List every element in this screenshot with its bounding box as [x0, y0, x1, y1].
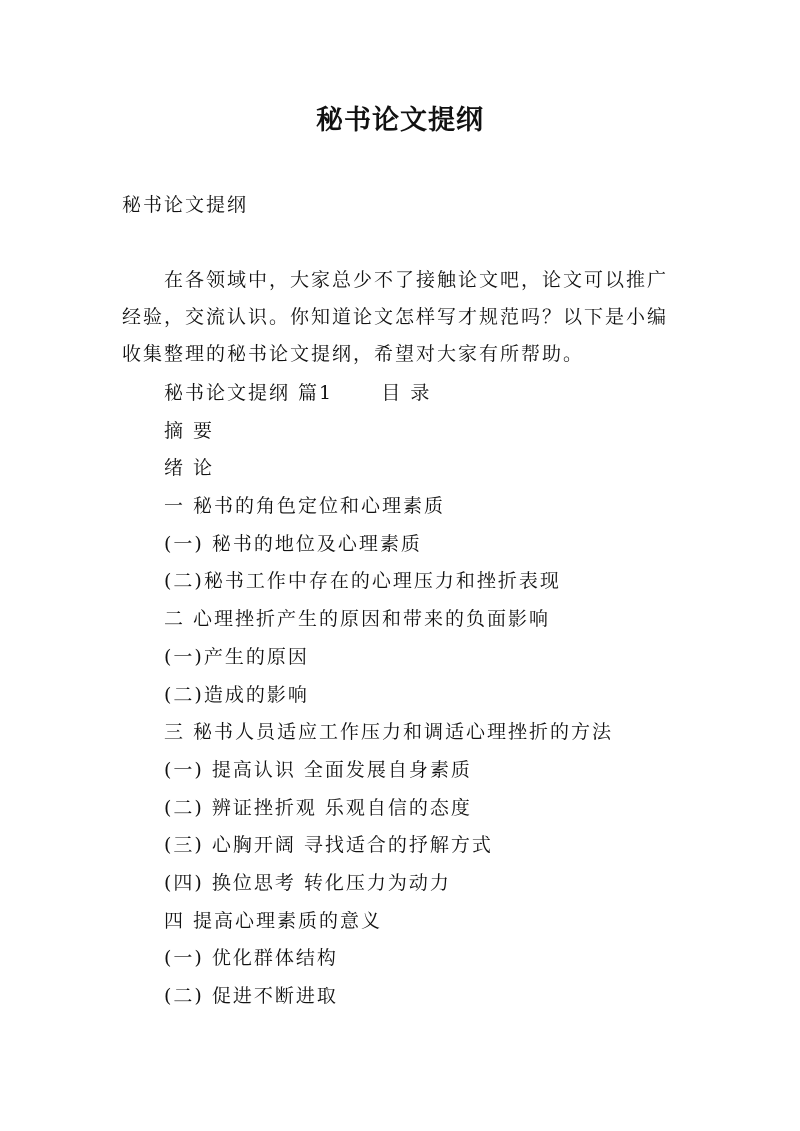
toc-subsection: (四) 换位思考 转化压力为动力 — [164, 871, 451, 894]
toc-item: 绪 论 — [164, 457, 215, 480]
intro-paragraph — [122, 262, 694, 373]
toc-subsection: (一) 提高认识 全面发展自身素质 — [164, 758, 472, 781]
table-of-contents — [164, 375, 613, 1016]
toc-subsection: (三) 心胸开阔 寻找适合的抒解方式 — [164, 834, 493, 857]
toc-section: 四 提高心理素质的意义 — [164, 909, 383, 932]
toc-section: 一 秘书的角色定位和心理素质 — [164, 495, 446, 518]
toc-subsection: (二)造成的影响 — [164, 683, 309, 706]
intro-line: 收集整理的秘书论文提纲，希望对大家有所帮助。 — [122, 343, 585, 365]
intro-line: 经验，交流认识。你知道论文怎样写才规范吗？以下是小编 — [122, 306, 669, 328]
toc-section: 三 秘书人员适应工作压力和调适心理挫折的方法 — [164, 721, 614, 744]
document-title: 秘书论文提纲 — [316, 105, 484, 136]
toc-subsection: (二)秘书工作中存在的心理压力和挫折表现 — [164, 570, 561, 593]
toc-section: 二 心理挫折产生的原因和带来的负面影响 — [164, 608, 551, 631]
document-subtitle: 秘书论文提纲 — [122, 194, 249, 216]
toc-heading-line: 秘书论文提纲 篇1 目 录 — [164, 382, 432, 404]
intro-line: 在各领域中，大家总少不了接触论文吧，论文可以推广 — [164, 269, 669, 291]
toc-subsection: (二) 促进不断进取 — [164, 985, 338, 1007]
toc-subsection: (一) 优化群体结构 — [164, 947, 338, 970]
toc-subsection: (一) 秘书的地位及心理素质 — [164, 532, 422, 555]
toc-subsection: (二) 辨证挫折观 乐观自信的态度 — [164, 796, 472, 819]
toc-item: 摘 要 — [164, 419, 215, 442]
toc-subsection: (一)产生的原因 — [164, 645, 309, 668]
